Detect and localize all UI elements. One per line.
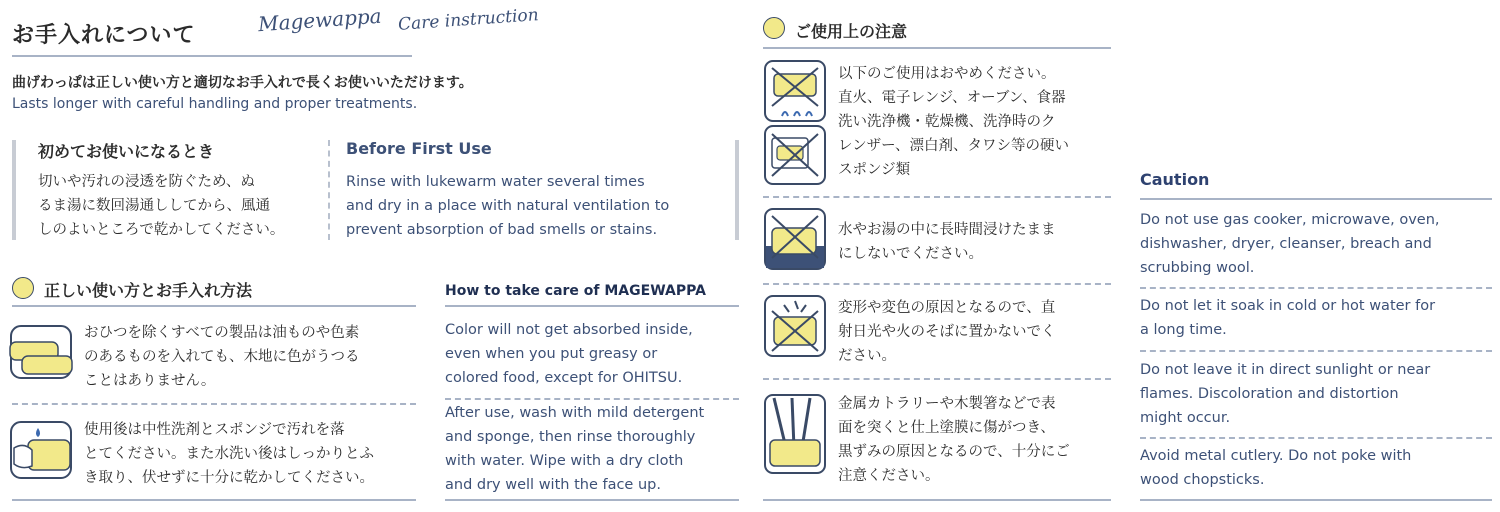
first-use-heading-jp: 初めてお使いになるとき (38, 142, 215, 161)
first-use-divider (328, 140, 330, 240)
first-use-heading-en: Before First Use (346, 139, 492, 158)
washing-icon (8, 418, 74, 482)
caution-divider-3 (763, 378, 1111, 380)
care-rule-en (445, 305, 739, 307)
lead-jp: 曲げわっぱは正しい使い方と適切なお手入れで長くお使いいただけます。 (12, 75, 473, 91)
caution-divider-2 (763, 283, 1111, 285)
caution-divider-1 (763, 196, 1111, 198)
caution-rule-en (1140, 198, 1492, 200)
caution-item3-en: Do not leave it in direct sunlight or near flames. Discoloration and distortion might occur. (1140, 362, 1431, 426)
first-use-body-jp: 切いや汚れの浸透を防ぐため、ぬ るま湯に数回湯通ししてから、風通 しのよいところで乾かしてください。 (38, 174, 285, 238)
first-use-body-en: Rinse with lukewarm water several times and dry in a place with natural ventilation to prevent absorption of bad smells or stains. (346, 174, 670, 238)
care-item2-en: After use, wash with mild detergent and sponge, then rinse thoroughly with water. Wipe with a dry cloth and dry well with the face up. (445, 405, 705, 493)
no-sunlight-icon (762, 293, 828, 359)
care-item2-jp: 使用後は中性洗剤とスポンジで汚れを落 とてください。また水洗い後はしっかりとふ き取り、伏せずに十分に乾かしてください。 (84, 422, 374, 486)
caution-item4-en: Avoid metal cutlery. Do not poke with wood chopsticks. (1140, 448, 1412, 488)
smiley-icon (763, 17, 785, 39)
caution-item4-jp: 金属カトラリーや木製箸などで表 面を突くと仕上塗膜に傷がつき、 黒ずみの原因となるので、十分にご 注意ください。 (838, 396, 1070, 484)
lead-en: Lasts longer with careful handling and proper treatments. (12, 96, 418, 112)
caution-heading-jp: ご使用上の注意 (795, 22, 908, 41)
no-cutlery-icon (762, 392, 828, 476)
caution-item1-jp: 以下のご使用はおやめください。 直火、電子レンジ、オーブン、食器 洗い洗浄機・乾燥機、洗浄時のク レンザー、漂白剤、タワシ等の硬い スポンジ類 (838, 66, 1070, 178)
care-item1-jp: おひつを除くすべての製品は油ものや色素 のあるものを入れても、木地に色がうつる ことはありません。 (84, 325, 360, 389)
caution-en-divider-3 (1140, 437, 1492, 439)
caution-en-divider-1 (1140, 287, 1492, 289)
page-title: お手入れについて (12, 23, 196, 48)
title-rule (12, 55, 412, 57)
care-bottom-rule-jp (12, 499, 416, 501)
caution-heading-en: Caution (1140, 170, 1210, 189)
caution-en-divider-2 (1140, 350, 1492, 352)
care-item1-en: Color will not get absorbed inside, even when you put greasy or colored food, except for OHITSU. (445, 322, 693, 386)
script-magewappa: Magewappa (257, 3, 383, 37)
first-use-bar-right (735, 140, 739, 240)
caution-item2-jp: 水やお湯の中に長時間浸けたまま にしないでください。 (838, 222, 1056, 262)
care-heading-jp: 正しい使い方とお手入れ方法 (44, 281, 253, 300)
first-use-bar (12, 140, 16, 240)
no-fire-microwave-icon (762, 58, 828, 188)
caution-bottom-rule-en (1140, 499, 1492, 501)
caution-item1-en: Do not use gas cooker, microwave, oven, dishwasher, dryer, cleanser, breach and scrubbing wool. (1140, 212, 1440, 276)
caution-rule-jp (763, 47, 1111, 49)
no-soak-icon (762, 206, 828, 272)
script-care-instruction: Care instruction (397, 5, 540, 35)
care-rule-jp (12, 305, 416, 307)
bento-box-icon (8, 320, 74, 384)
caution-bottom-rule-jp (763, 499, 1111, 501)
care-divider-en (445, 398, 739, 400)
smiley-icon (12, 277, 34, 299)
care-heading-en: How to take care of MAGEWAPPA (445, 283, 706, 299)
care-bottom-rule-en (445, 499, 739, 501)
caution-item2-en: Do not let it soak in cold or hot water for a long time. (1140, 298, 1436, 338)
care-divider-jp (12, 403, 416, 405)
caution-item3-jp: 変形や変色の原因となるので、直 射日光や火のそばに置かないでく ださい。 (838, 300, 1056, 364)
